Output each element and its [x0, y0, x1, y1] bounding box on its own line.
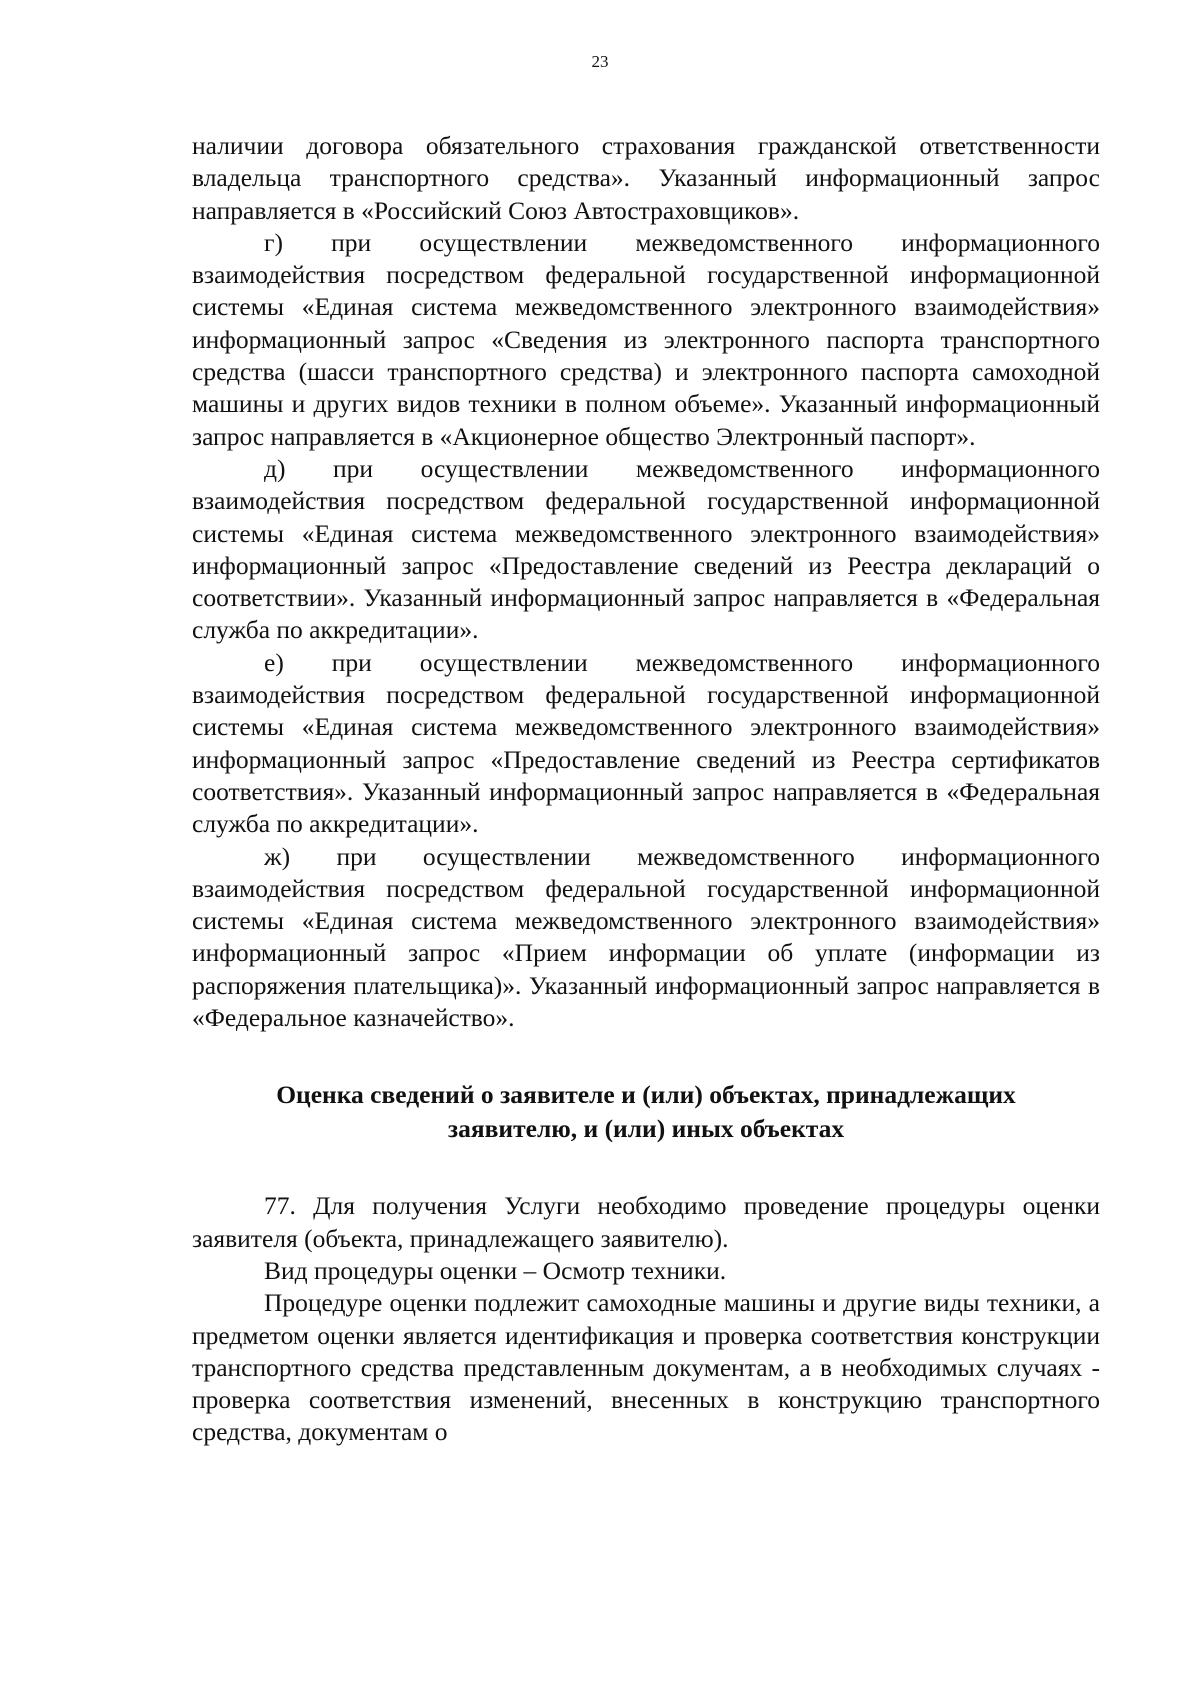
section-heading-line-1: Оценка сведений о заявителе и (или) объектах, принадлежащих — [276, 1080, 1016, 1110]
paragraph-procedure-subject: Процедуре оценки подлежит самоходные машины и другие виды техники, а предметом оценки является идентификация и проверка соответствия конструкции транспортного средства представленным документам, а в необходимых случаях - проверка соответствия изменений, внесенных в конструкцию транспортного средства, документам о — [192, 1288, 1100, 1447]
paragraph-procedure-type: Вид процедуры оценки – Осмотр техники. — [264, 1255, 727, 1285]
paragraph-item-e: е) при осуществлении межведомственного информационного взаимодействия посредством федеральной государственной информационной системы «Единая система межведомственного электронного взаимодействия» информационный запрос «Предоставление сведений из Реестра сертификатов соответствия». Указанный информационный запрос направляется в «Федеральная служба по аккредитации». — [192, 647, 1100, 839]
document-body — [192, 130, 1100, 1449]
paragraph-item-d: д) при осуществлении межведомственного информационного взаимодействия посредством федеральной государственной информационной системы «Единая система межведомственного электронного взаимодействия» информационный запрос «Предоставление сведений из Реестра деклараций о соответствии». Указанный информационный запрос направляется в «Федеральная служба по аккредитации». — [192, 453, 1100, 645]
page-number: 23 — [591, 52, 609, 71]
paragraph-continuation: наличии договора обязательного страхования гражданской ответственности владельца транспортного средства». Указанный информационный запрос направляется в «Российский Союз Автостраховщиков». — [192, 131, 1100, 225]
section-heading-line-2: заявителю, и (или) иных объектах — [447, 1114, 845, 1144]
paragraph-77: 77. Для получения Услуги необходимо проведение процедуры оценки заявителя (объекта, принадлежащего заявителю). — [192, 1191, 1100, 1253]
paragraph-item-g: г) при осуществлении межведомственного информационного взаимодействия посредством федеральной государственной информационной системы «Единая система межведомственного электронного взаимодействия» информационный запрос «Сведения из электронного паспорта транспортного средства (шасси транспортного средства) и электронного паспорта самоходной машины и других видов техники в полном объеме». Указанный информационный запрос направляется в «Акционерное общество Электронный паспорт». — [192, 227, 1100, 451]
section-body — [192, 1190, 1100, 1448]
section-heading — [192, 1078, 1100, 1146]
paragraph-item-zh: ж) при осуществлении межведомственного информационного взаимодействия посредством федеральной государственной информационной системы «Единая система межведомственного электронного взаимодействия» информационный запрос «Прием информации об уплате (информации из распоряжения плательщика)». Указанный информационный запрос направляется в «Федеральное казначейство». — [192, 841, 1100, 1033]
